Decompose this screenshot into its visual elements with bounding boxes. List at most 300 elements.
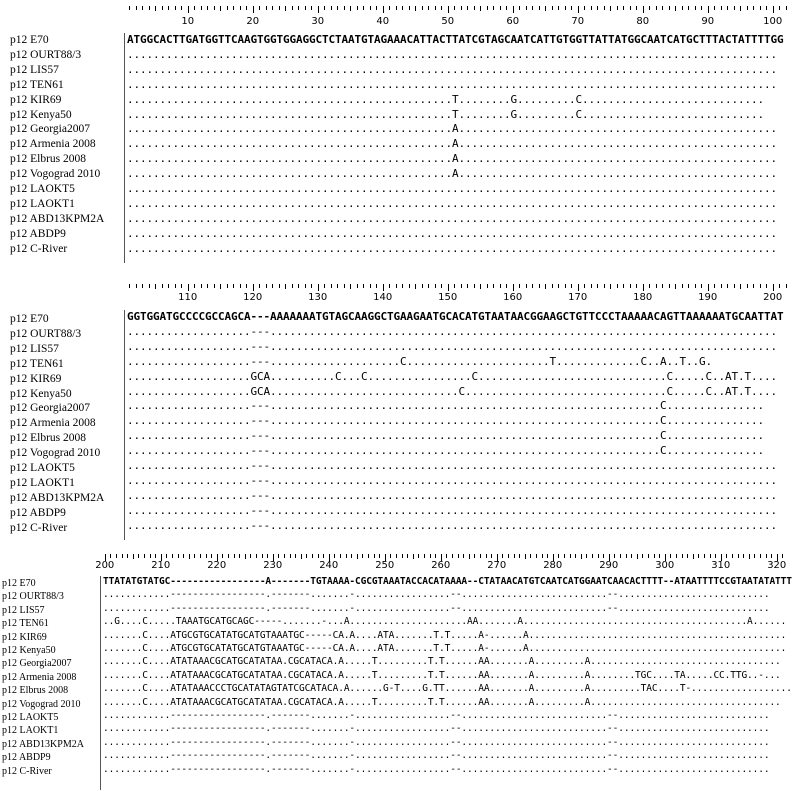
ruler-tick bbox=[162, 284, 163, 288]
ruler-tick bbox=[630, 6, 631, 10]
ruler-tick bbox=[129, 284, 130, 288]
ruler-tick bbox=[181, 6, 182, 10]
ruler-tick bbox=[519, 284, 520, 288]
ruler-tick bbox=[324, 284, 325, 288]
ruler-tick bbox=[747, 284, 748, 288]
ruler-tick bbox=[532, 6, 533, 10]
sample-label: p12 E70 bbox=[10, 34, 49, 46]
sample-label: p12 TEN61 bbox=[10, 78, 64, 91]
ruler-tick bbox=[155, 6, 156, 11]
ruler-tick bbox=[389, 284, 390, 288]
aligned-sequence: .................................................................................................... bbox=[127, 182, 778, 195]
ruler-tick bbox=[383, 284, 384, 291]
ruler-tick bbox=[766, 6, 767, 10]
ruler-tick bbox=[463, 554, 464, 558]
ruler-tick bbox=[142, 284, 143, 288]
ruler-tick bbox=[571, 284, 572, 288]
aligned-sequence: ..................................................A................................................. bbox=[127, 122, 778, 136]
ruler-tick bbox=[649, 284, 650, 288]
ruler-tick-label: 200 bbox=[95, 560, 115, 571]
ruler-tick bbox=[586, 554, 587, 558]
ruler-tick bbox=[370, 284, 371, 288]
sample-label: p12 LIS57 bbox=[2, 604, 45, 616]
ruler-tick bbox=[318, 6, 319, 13]
ruler-tick bbox=[623, 284, 624, 288]
ruler-tick bbox=[206, 554, 207, 558]
ruler-tick bbox=[183, 554, 184, 558]
aligned-sequence: ..................................................T........G.........C............................ bbox=[127, 92, 765, 106]
ruler-tick bbox=[266, 284, 267, 288]
ruler-tick bbox=[298, 284, 299, 288]
ruler-tick bbox=[754, 554, 755, 558]
sample-label: p12 Kenya50 bbox=[10, 387, 72, 400]
ruler-tick bbox=[675, 284, 676, 289]
ruler-tick bbox=[693, 554, 694, 559]
ruler-tick bbox=[710, 554, 711, 558]
aligned-sequence: ..................................................A................................................. bbox=[127, 137, 778, 151]
ruler-tick bbox=[122, 554, 123, 558]
aligned-sequence: ............-----------------.-------.......-.................--..........................--........................... bbox=[103, 723, 770, 735]
sample-label: p12 Vogograd 2010 bbox=[10, 447, 101, 460]
ruler-tick bbox=[654, 554, 655, 558]
ruler-tick bbox=[467, 6, 468, 10]
ruler-tick bbox=[610, 284, 611, 289]
ruler-tick bbox=[519, 6, 520, 10]
ruler-tick-label: 170 bbox=[568, 292, 588, 303]
ruler-tick bbox=[305, 6, 306, 10]
ruler-tick bbox=[749, 554, 750, 559]
sample-label: p12 Kenya50 bbox=[10, 108, 72, 121]
ruler-tick bbox=[144, 554, 145, 558]
ruler-tick-label: 130 bbox=[308, 292, 328, 303]
ruler-tick bbox=[452, 554, 453, 558]
ruler-tick bbox=[570, 554, 571, 558]
ruler-tick bbox=[552, 284, 553, 288]
ruler-tick bbox=[136, 6, 137, 10]
sample-label: p12 TEN61 bbox=[10, 357, 64, 370]
ruler-tick bbox=[188, 284, 189, 291]
sample-label: p12 E70 bbox=[10, 313, 49, 325]
ruler-tick-label: 90 bbox=[701, 16, 715, 27]
ruler-tick bbox=[194, 6, 195, 10]
ruler-tick bbox=[682, 6, 683, 10]
ruler-tick-label: 280 bbox=[543, 560, 563, 571]
ruler-tick bbox=[578, 6, 579, 13]
ruler-tick-label: 210 bbox=[151, 560, 171, 571]
ruler-tick bbox=[649, 6, 650, 10]
ruler-tick bbox=[513, 284, 514, 291]
ruler-tick bbox=[428, 6, 429, 10]
sample-label: p12 ABDP9 bbox=[10, 227, 66, 240]
ruler-tick bbox=[643, 6, 644, 13]
sample-label: p12 Armenia 2008 bbox=[10, 417, 96, 430]
ruler-tick bbox=[760, 554, 761, 558]
ruler-tick bbox=[740, 6, 741, 11]
ruler-tick bbox=[604, 284, 605, 288]
ruler-tick bbox=[539, 6, 540, 10]
ruler-tick-label: 20 bbox=[246, 16, 260, 27]
ruler-tick-label: 50 bbox=[441, 16, 455, 27]
ruler-tick bbox=[474, 554, 475, 558]
aligned-sequence: .................................................................................................... bbox=[127, 196, 778, 210]
ruler-tick bbox=[623, 6, 624, 10]
ruler-tick bbox=[175, 6, 176, 10]
aligned-sequence: ..................................................A................................................. bbox=[127, 167, 778, 181]
ruler-tick bbox=[227, 284, 228, 288]
aligned-sequence: ............-----------------.-------.......-.................--..........................--........................... bbox=[103, 710, 770, 721]
sample-label: p12 LAOKT1 bbox=[10, 197, 75, 210]
ruler-tick bbox=[682, 284, 683, 288]
ruler-tick bbox=[662, 284, 663, 288]
sample-label: p12 OURT88/3 bbox=[10, 327, 82, 340]
ruler-tick-label: 240 bbox=[319, 560, 339, 571]
ruler-tick-label: 40 bbox=[376, 16, 390, 27]
aligned-sequence: .................................................................................................... bbox=[127, 62, 778, 76]
ruler-tick bbox=[374, 554, 375, 558]
sample-label: p12 Georgia2007 bbox=[10, 123, 90, 136]
ruler-tick bbox=[331, 284, 332, 288]
sample-label: p12 Kenya50 bbox=[2, 645, 56, 656]
ruler-tick bbox=[240, 6, 241, 10]
ruler-tick bbox=[430, 554, 431, 558]
ruler-tick bbox=[506, 284, 507, 288]
ruler-tick bbox=[127, 554, 128, 558]
ruler-tick bbox=[246, 284, 247, 288]
ruler-tick bbox=[240, 284, 241, 288]
ruler-tick bbox=[383, 6, 384, 13]
ruler-tick bbox=[228, 554, 229, 558]
ruler-tick-label: 160 bbox=[503, 292, 523, 303]
ruler-tick bbox=[558, 554, 559, 558]
ruler-tick bbox=[311, 284, 312, 288]
aligned-sequence: .................................................................................................... bbox=[127, 77, 778, 91]
ruler-tick bbox=[331, 6, 332, 10]
ruler-tick bbox=[129, 6, 130, 10]
aligned-sequence: ...................GCA..........C...C................C.............................C.....C..AT.T.... bbox=[127, 369, 778, 383]
sample-label: p12 C-River bbox=[10, 242, 68, 255]
ruler-tick bbox=[604, 6, 605, 10]
ruler-tick bbox=[346, 554, 347, 558]
ruler-tick bbox=[166, 554, 167, 558]
aligned-sequence: ............-----------------.-------.......-.................--..........................--........................... bbox=[103, 736, 770, 748]
ruler-tick bbox=[558, 6, 559, 10]
ruler-tick bbox=[150, 554, 151, 558]
aligned-sequence: ............-----------------.-------.......-.................--..........................--........................... bbox=[103, 589, 770, 601]
ruler-tick-label: 100 bbox=[763, 16, 783, 27]
ruler-tick bbox=[350, 284, 351, 289]
sample-label: p12 Elbrus 2008 bbox=[2, 685, 69, 697]
ruler-tick-label: 200 bbox=[763, 292, 783, 303]
ruler-tick bbox=[110, 554, 111, 558]
ruler-tick bbox=[552, 6, 553, 10]
ruler-tick bbox=[779, 6, 780, 10]
ruler-tick-label: 190 bbox=[698, 292, 718, 303]
ruler-tick bbox=[740, 284, 741, 289]
ruler-tick bbox=[133, 554, 134, 559]
aligned-sequence: ...................---....................C......................T.............C..A..T..G. bbox=[127, 354, 713, 368]
aligned-sequence: ...................---.............................................................................. bbox=[127, 459, 778, 472]
ruler-tick bbox=[500, 284, 501, 288]
ruler-tick bbox=[441, 284, 442, 288]
ruler-tick bbox=[461, 284, 462, 288]
aligned-sequence: .................................................................................................... bbox=[127, 241, 778, 255]
sample-label: p12 KIR69 bbox=[2, 631, 47, 643]
ruler-tick-label: 290 bbox=[599, 560, 619, 571]
ruler-tick bbox=[584, 6, 585, 10]
ruler-tick bbox=[267, 554, 268, 558]
ruler-tick bbox=[413, 554, 414, 559]
ruler-tick bbox=[670, 554, 671, 558]
ruler-tick bbox=[415, 284, 416, 289]
aligned-sequence: .......C....ATATAAACGCATGCATATAA.CGCATACA.A.....T.........T.T......AA.......A.........A.................................. bbox=[103, 696, 781, 708]
ruler-tick bbox=[233, 284, 234, 288]
ruler-tick bbox=[565, 6, 566, 10]
ruler-tick-label: 120 bbox=[243, 292, 263, 303]
ruler-tick bbox=[312, 554, 313, 558]
ruler-tick bbox=[493, 6, 494, 10]
ruler-tick bbox=[480, 554, 481, 558]
ruler-tick bbox=[428, 284, 429, 288]
ruler-tick bbox=[701, 6, 702, 10]
ruler-tick bbox=[519, 554, 520, 558]
sample-label: p12 Armenia 2008 bbox=[2, 671, 77, 683]
ruler-tick bbox=[318, 284, 319, 291]
ruler-tick bbox=[734, 6, 735, 10]
ruler-tick bbox=[155, 554, 156, 558]
ruler-tick bbox=[211, 554, 212, 558]
ruler-tick bbox=[743, 554, 744, 558]
ruler-tick bbox=[753, 6, 754, 10]
ruler-tick bbox=[687, 554, 688, 558]
ruler-tick-label: 70 bbox=[571, 16, 585, 27]
aligned-sequence: .......C....ATGCGTGCATATGCATGTAAATGC-----CA.A....ATA.......T.T.....A-......A.............................................. bbox=[103, 629, 787, 641]
ruler-tick bbox=[747, 6, 748, 10]
aligned-sequence: ...................---............................................................C............... bbox=[127, 399, 765, 413]
ruler-tick bbox=[285, 284, 286, 289]
ruler-tick bbox=[301, 554, 302, 559]
ruler-tick bbox=[390, 554, 391, 558]
ruler-tick bbox=[178, 554, 179, 558]
ruler-tick bbox=[292, 284, 293, 288]
ruler-tick bbox=[779, 284, 780, 288]
ruler-tick bbox=[418, 554, 419, 558]
ruler-tick bbox=[298, 6, 299, 10]
ruler-tick bbox=[162, 6, 163, 10]
ruler-tick bbox=[626, 554, 627, 558]
ruler-tick bbox=[786, 6, 787, 10]
aligned-sequence: .................................................................................................... bbox=[127, 211, 778, 225]
aligned-sequence: ............-----------------.-------.......-.................--..........................--........................... bbox=[103, 602, 770, 614]
ruler-tick bbox=[415, 6, 416, 11]
ruler-tick bbox=[536, 554, 537, 558]
ruler-tick bbox=[643, 284, 644, 291]
ruler-tick-label: 110 bbox=[178, 292, 198, 303]
ruler-tick bbox=[396, 284, 397, 288]
ruler-tick-label: 10 bbox=[181, 16, 195, 27]
sequence-panel bbox=[124, 33, 783, 263]
ruler-tick bbox=[500, 6, 501, 10]
ruler-tick bbox=[688, 6, 689, 10]
ruler-tick bbox=[149, 6, 150, 10]
ruler-tick bbox=[766, 284, 767, 288]
ruler-tick bbox=[636, 284, 637, 288]
ruler-tick bbox=[545, 284, 546, 289]
sample-label: p12 KIR69 bbox=[10, 372, 62, 385]
ruler-tick-label: 150 bbox=[438, 292, 458, 303]
ruler-tick bbox=[530, 554, 531, 558]
position-ruler bbox=[124, 272, 782, 310]
ruler-tick bbox=[656, 284, 657, 288]
ruler-tick bbox=[617, 6, 618, 10]
ruler-tick bbox=[370, 6, 371, 10]
ruler-tick bbox=[708, 284, 709, 291]
ruler-tick bbox=[648, 554, 649, 558]
ruler-tick bbox=[311, 6, 312, 10]
ruler-tick bbox=[738, 554, 739, 558]
ruler-tick bbox=[714, 284, 715, 288]
sample-label: p12 LIS57 bbox=[10, 63, 59, 76]
sample-label: p12 ABDP9 bbox=[2, 752, 51, 764]
sample-label: p12 Georgia2007 bbox=[10, 402, 90, 415]
ruler-tick bbox=[760, 284, 761, 288]
ruler-tick bbox=[357, 554, 358, 559]
reference-sequence: ATGGCACTTGATGGTTCAAGTGGTGGAGGCTCTAATGTAGAAACATTACTTATCGTAGCAATCATTGTGGTTATTATGGCAATCATGCTTTACTATTTTGG bbox=[127, 33, 784, 46]
ruler-tick bbox=[631, 554, 632, 558]
sample-label: p12 LAOKT1 bbox=[10, 476, 75, 489]
ruler-tick bbox=[581, 554, 582, 559]
ruler-tick bbox=[189, 554, 190, 559]
ruler-tick bbox=[514, 554, 515, 558]
aligned-sequence: .......C....ATATAAACGCATGCATATAA.CGCATACA.A.....T.........T.T......AA.......A.........A.................................. bbox=[103, 656, 781, 668]
ruler-tick bbox=[262, 554, 263, 558]
ruler-tick bbox=[493, 284, 494, 288]
ruler-tick-label: 80 bbox=[636, 16, 650, 27]
ruler-tick bbox=[402, 6, 403, 10]
ruler-tick bbox=[454, 6, 455, 10]
ruler-tick bbox=[597, 6, 598, 10]
ruler-tick bbox=[773, 284, 774, 291]
ruler-tick bbox=[547, 554, 548, 558]
ruler-tick bbox=[461, 6, 462, 10]
alignment-block-1 bbox=[0, 0, 782, 265]
ruler-tick bbox=[138, 554, 139, 558]
aligned-sequence: ...................---.............................................................................. bbox=[127, 324, 778, 338]
ruler-tick bbox=[350, 6, 351, 11]
aligned-sequence: ...................---............................................................C............... bbox=[127, 444, 765, 458]
ruler-tick-label: 30 bbox=[311, 16, 325, 27]
ruler-tick bbox=[726, 554, 727, 558]
ruler-tick bbox=[227, 6, 228, 10]
ruler-tick-label: 250 bbox=[375, 560, 395, 571]
aligned-sequence: ...................---.............................................................................. bbox=[127, 503, 778, 517]
aligned-sequence: ..G....C.....TAAATGCATGCAGC-----.......-...A.....................AA.......A........................................A...... bbox=[103, 616, 787, 628]
reference-sequence: GGTGGATGCCCCGCCAGCA---AAAAAAATGTAGCAAGGCTGAAGAATGCACATGTAATAACGGAAGCTGTTCCCTAAAAACAGTTAAAAAATGCAATTAT bbox=[127, 310, 784, 323]
sample-label: p12 LAOKT5 bbox=[10, 183, 75, 195]
ruler-tick bbox=[525, 554, 526, 559]
ruler-tick bbox=[172, 554, 173, 558]
ruler-tick bbox=[422, 6, 423, 10]
ruler-tick bbox=[424, 554, 425, 558]
ruler-tick bbox=[435, 554, 436, 558]
sequence-panel bbox=[100, 576, 792, 790]
ruler-tick bbox=[305, 284, 306, 288]
aligned-sequence: ..................................................T........G.........C............................ bbox=[127, 107, 765, 121]
ruler-tick bbox=[603, 554, 604, 558]
ruler-tick bbox=[688, 284, 689, 288]
sample-label: p12 LAOKT1 bbox=[2, 725, 59, 737]
sample-label: p12 ABD13KPM2A bbox=[10, 212, 105, 225]
ruler-tick bbox=[368, 554, 369, 558]
ruler-tick bbox=[246, 6, 247, 10]
ruler-tick-label: 270 bbox=[487, 560, 507, 571]
ruler-tick bbox=[636, 6, 637, 10]
ruler-tick bbox=[422, 284, 423, 288]
ruler-tick bbox=[782, 554, 783, 558]
ruler-tick bbox=[558, 284, 559, 288]
ruler-tick bbox=[617, 284, 618, 288]
ruler-tick bbox=[575, 554, 576, 558]
ruler-tick bbox=[454, 284, 455, 288]
ruler-tick bbox=[656, 6, 657, 10]
aligned-sequence: ............-----------------.-------.......-.................--..........................--........................... bbox=[103, 750, 770, 762]
ruler-tick-label: 320 bbox=[767, 560, 787, 571]
aligned-sequence: .......C....ATGCGTGCATATGCATGTAAATGC-----CA.A....ATA.......T.T.....A-......A.............................................. bbox=[103, 643, 787, 654]
ruler-tick bbox=[363, 6, 364, 10]
ruler-tick bbox=[279, 284, 280, 288]
ruler-tick bbox=[506, 6, 507, 10]
aligned-sequence: ...................GCA.............................C...............................C.....C..AT.T.... bbox=[127, 384, 778, 398]
ruler-tick bbox=[773, 6, 774, 13]
ruler-tick bbox=[727, 284, 728, 288]
ruler-tick bbox=[701, 284, 702, 288]
ruler-tick bbox=[458, 554, 459, 558]
ruler-tick bbox=[513, 6, 514, 13]
ruler-tick bbox=[362, 554, 363, 558]
aligned-sequence: ............-----------------.-------.......-.................--..........................--........................... bbox=[103, 763, 770, 775]
ruler-tick bbox=[278, 554, 279, 558]
ruler-tick bbox=[526, 6, 527, 10]
ruler-tick bbox=[753, 284, 754, 288]
ruler-tick bbox=[214, 284, 215, 288]
ruler-tick bbox=[491, 554, 492, 558]
ruler-tick bbox=[409, 6, 410, 10]
sample-label: p12 OURT88/3 bbox=[10, 48, 82, 61]
sample-label: p12 ABD13KPM2A bbox=[2, 738, 84, 750]
sample-label: p12 OURT88/3 bbox=[2, 591, 64, 603]
alignment-block-2 bbox=[0, 268, 782, 540]
ruler-tick bbox=[201, 284, 202, 288]
ruler-tick bbox=[214, 6, 215, 10]
ruler-tick bbox=[168, 284, 169, 288]
ruler-tick bbox=[259, 284, 260, 288]
ruler-tick bbox=[565, 284, 566, 288]
ruler-tick bbox=[771, 554, 772, 558]
ruler-tick bbox=[306, 554, 307, 558]
ruler-tick bbox=[168, 6, 169, 10]
ruler-tick bbox=[698, 554, 699, 558]
ruler-tick bbox=[340, 554, 341, 558]
ruler-tick bbox=[396, 6, 397, 10]
position-ruler bbox=[124, 6, 782, 32]
ruler-tick bbox=[487, 284, 488, 288]
ruler-tick bbox=[279, 6, 280, 10]
ruler-tick bbox=[786, 284, 787, 288]
ruler-tick bbox=[732, 554, 733, 558]
aligned-sequence: .................................................................................................... bbox=[127, 47, 778, 61]
ruler-tick bbox=[564, 554, 565, 558]
ruler-tick bbox=[402, 554, 403, 558]
sample-label: p12 Elbrus 2008 bbox=[10, 432, 87, 445]
